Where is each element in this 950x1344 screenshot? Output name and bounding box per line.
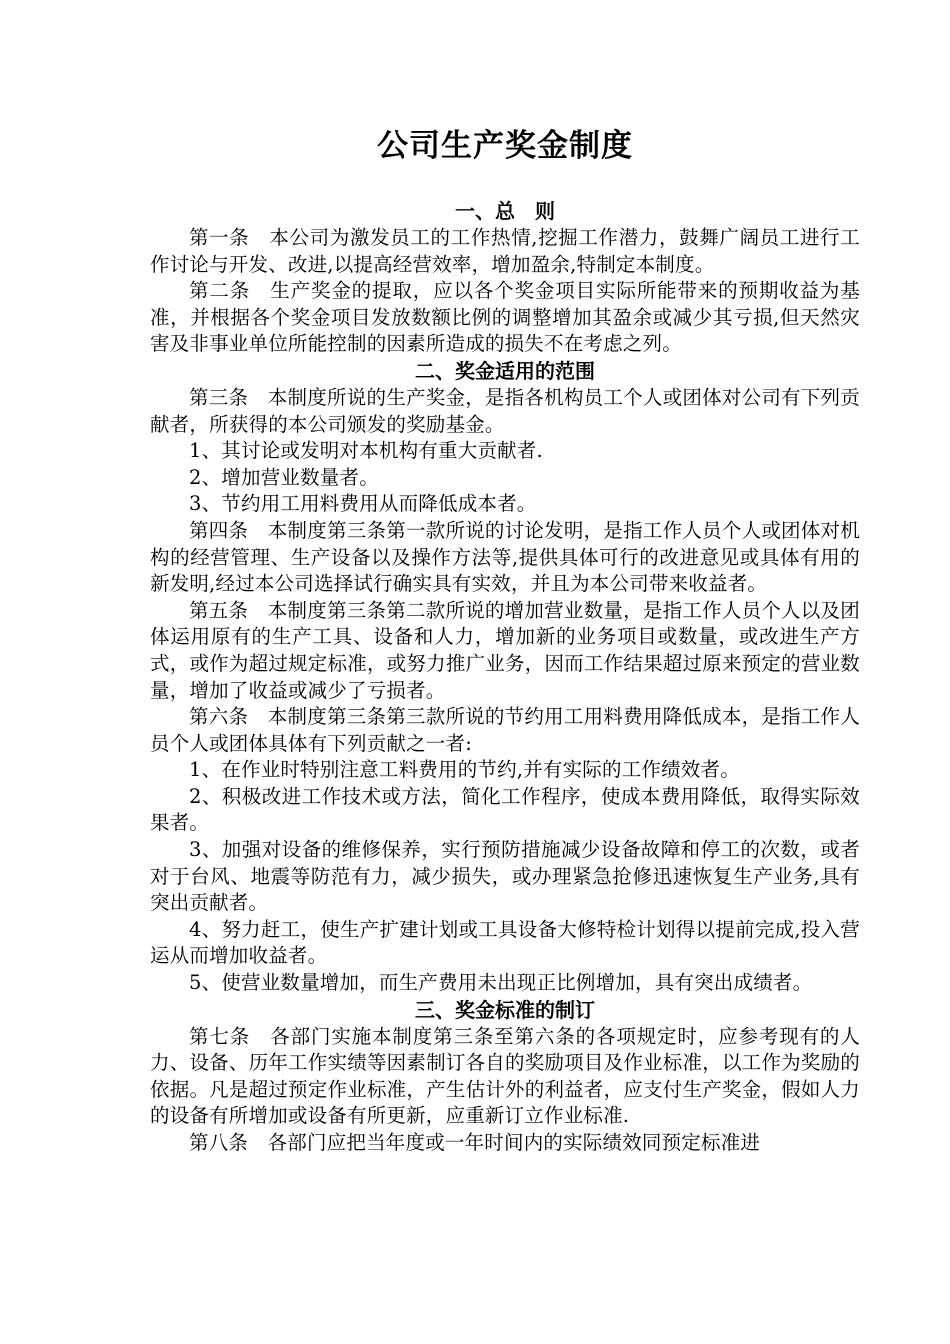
paragraph-text: 各部门实施本制度第三条至第六条的各项规定时，应参考现有的人力、设备、历年工作实绩等因素制订各自的奖励项目及作业标准，以工作为奖励的依据。凡是超过预定作业标准，产生估计外的利益者，应支付生产奖金，假如人力的设备有所增加或设备有所更新，应重新订立作业标准. [150,1024,860,1128]
paragraph-text: 1、在作业时特别注意工料费用的节约,并有实际的工作绩效者。 [189,758,740,782]
list-item [150,491,860,518]
document-body [150,198,860,1157]
paragraph-text: 3、加强对设备的维修保养，实行预防措施减少设备故障和停工的次数，或者对于台风、地震等防范有力，减少损失，或办理紧急抢修迅速恢复生产业务,具有突出贡献者。 [150,838,860,915]
article-paragraph [150,278,860,358]
list-item [150,970,860,997]
paragraph-text: 本公司为激发员工的工作热情,挖掘工作潜力，鼓舞广阔员工进行工作讨论与开发、改进,以提高经营效率，增加盈余,特制定本制度。 [150,226,860,276]
paragraph-text: 1、其讨论或发明对本机构有重大贡献者. [189,439,543,463]
paragraph-text: 本制度所说的生产奖金，是指各机构员工个人或团体对公司有下列贡献者，所获得的本公司颁发的奖励基金。 [150,385,860,436]
section-heading: 二、奖金适用的范围 [415,358,595,383]
article-number: 第四条 [189,518,249,542]
article-number: 第二条 [189,279,251,303]
paragraph-text: 本制度第三条第二款所说的增加营业数量，是指工作人员个人以及团体运用原有的生产工具、设备和人力，增加新的业务项目或数量，或改进生产方式，或作为超过规定标准，或努力推广业务，因而工作结果超过原来预定的营业数量，增加了收益或减少了亏损者。 [150,598,860,702]
section-heading: 一、总 则 [455,199,555,223]
article-number: 第五条 [189,598,249,622]
article-number: 第一条 [189,226,250,249]
paragraph-text: 5、使营业数量增加，而生产费用未出现正比例增加，具有突出成绩者。 [189,971,813,995]
paragraph-text: 本制度第三条第一款所说的讨论发明，是指工作人员个人或团体对机构的经营管理、生产设备以及操作方法等,提供具体可行的改进意见或具体有用的新发明,经过本公司选择试行确实具有实效，并且为本公司带来收益者。 [150,518,860,596]
paragraph-text: 2、积极改进工作技术或方法，简化工作程序，使成本费用降低，取得实际效果者。 [150,784,860,835]
article-number: 第六条 [189,705,249,729]
section-heading: 三、奖金标准的制订 [415,997,595,1022]
list-item [150,837,860,917]
article-paragraph [150,518,860,598]
paragraph-text: 3、节约用工用料费用从而降低成本者。 [189,492,537,516]
list-item [150,917,860,970]
list-item [150,757,860,784]
article-paragraph [150,1130,860,1157]
paragraph-text: 生产奖金的提取，应以各个奖金项目实际所能带来的预期收益为基准，并根据各个奖金项目发放数额比例的调整增加其盈余或减少其亏损,但天然灾害及非事业单位所能控制的因素所造成的损失不在考虑之列。 [150,279,860,356]
paragraph-text: 2、增加营业数量者。 [189,465,379,489]
article-paragraph [150,1024,860,1130]
article-paragraph [150,385,860,438]
list-item [150,465,860,492]
article-number: 第三条 [189,385,249,409]
article-paragraph [150,225,860,278]
document-page [150,126,860,1157]
article-paragraph [150,704,860,757]
article-number: 第七条 [189,1024,251,1048]
list-item [150,784,860,837]
paragraph-text: 各部门应把当年度或一年时间内的实际绩效同预定标准进 [267,1131,761,1154]
article-paragraph [150,598,860,704]
article-number: 第八条 [189,1131,249,1154]
document-title: 公司生产奖金制度 [377,128,633,164]
list-item [150,438,860,465]
paragraph-text: 4、努力赶工，使生产扩建计划或工具设备大修特检计划得以提前完成,投入营运从而增加收益者。 [150,917,860,968]
paragraph-text: 本制度第三条第三款所说的节约用工用料费用降低成本，是指工作人员个人或团体具体有下列贡献之一者: [150,705,860,755]
